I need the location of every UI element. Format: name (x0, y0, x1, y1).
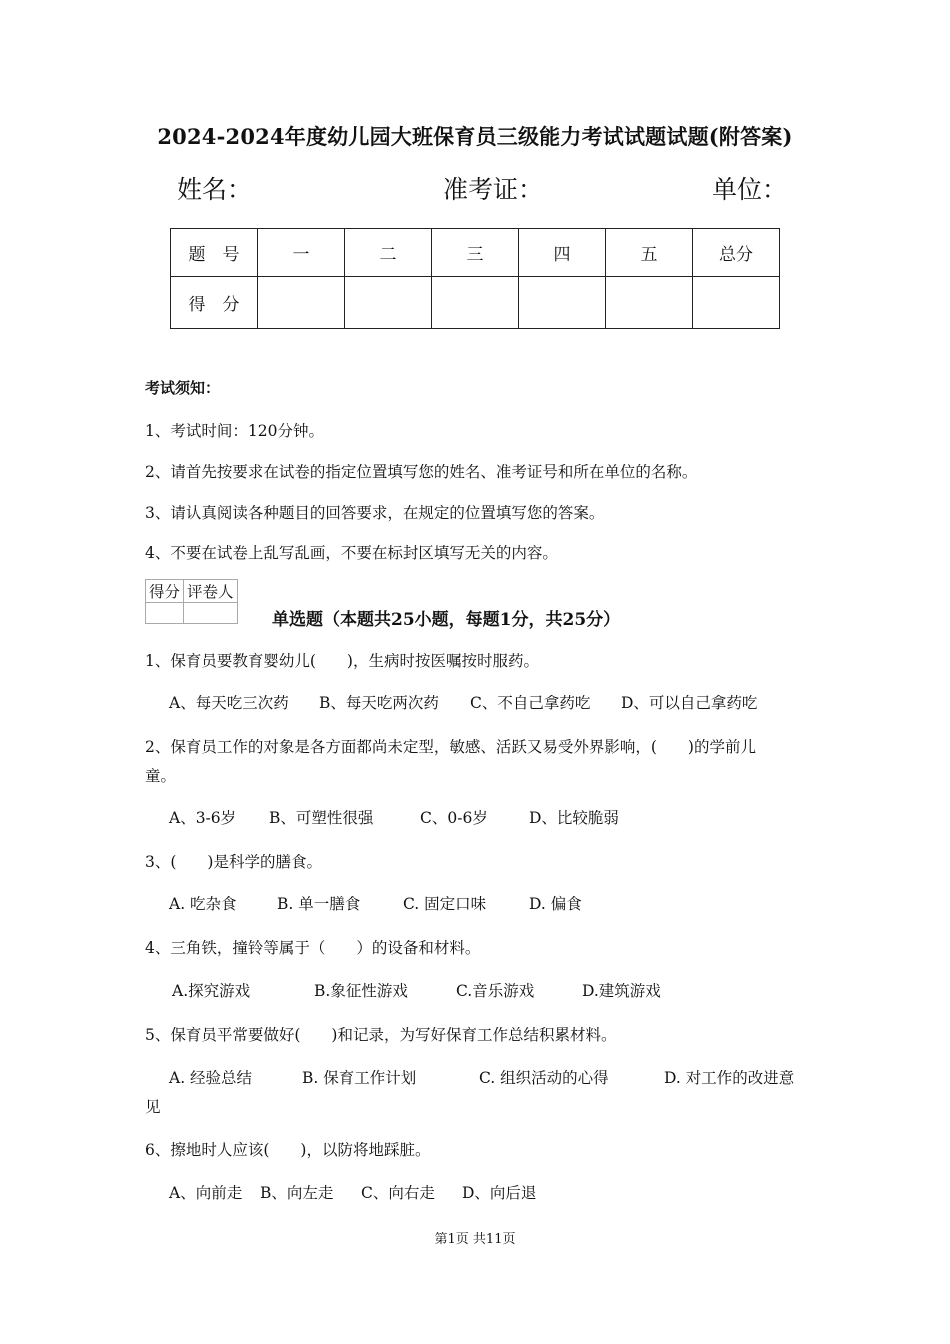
option-a: A. 经验总结 (169, 1069, 253, 1087)
grader-name-label: 评卷人 (184, 580, 238, 603)
score-table (170, 228, 780, 329)
score-table-score-row (171, 277, 780, 329)
unit-label: 单位： (712, 175, 788, 204)
option-d: D. 对工作的改进意 (664, 1069, 795, 1087)
notice-item: 2、请首先按要求在试卷的指定位置填写您的姓名、准考证号和所在单位的名称。 (145, 463, 698, 481)
grader-name-cell[interactable] (184, 603, 238, 624)
option-d: D、向后退 (462, 1184, 537, 1202)
grader-score-label: 得分 (146, 580, 184, 603)
option-continued: 见 (145, 1098, 161, 1116)
option-c: C. 固定口味 (403, 895, 487, 913)
score-table-cell: 总分 (693, 229, 780, 277)
question-stem: 3、( )是科学的膳食。 (145, 853, 322, 871)
option-b: B、向左走 (260, 1184, 334, 1202)
option-a: A、每天吃三次药 (169, 694, 289, 712)
score-table-cell: 题 号 (171, 229, 258, 277)
score-table-cell: 五 (606, 229, 693, 277)
score-input-cell[interactable] (432, 277, 519, 329)
notice-title: 考试须知： (145, 379, 221, 397)
question-stem: 1、保育员要教育婴幼儿( )，生病时按医嘱按时服药。 (145, 652, 539, 670)
question-stem: 4、三角铁，撞铃等属于（ ）的设备和材料。 (145, 939, 481, 957)
option-b: B、每天吃两次药 (319, 694, 439, 712)
score-input-cell[interactable] (519, 277, 606, 329)
notice-item: 4、不要在试卷上乱写乱画，不要在标封区填写无关的内容。 (145, 544, 558, 562)
option-d: D、可以自己拿药吃 (621, 694, 758, 712)
option-b: B. 单一膳食 (277, 895, 361, 913)
question-stem-continued: 童。 (145, 767, 177, 785)
option-b: B.象征性游戏 (314, 982, 408, 1000)
option-c: C.音乐游戏 (456, 982, 535, 1000)
option-d: D.建筑游戏 (582, 982, 661, 1000)
option-d: D. 偏食 (529, 895, 582, 913)
option-b: B、可塑性很强 (269, 809, 374, 827)
option-a: A、3-6岁 (169, 809, 237, 827)
page-footer: 第1页 共11页 (434, 1232, 516, 1247)
option-a: A.探究游戏 (172, 982, 251, 1000)
option-a: A. 吃杂食 (169, 895, 237, 913)
section-title: 单选题（本题共25小题，每题1分，共25分） (272, 610, 621, 630)
score-input-cell[interactable] (693, 277, 780, 329)
score-table-cell: 二 (345, 229, 432, 277)
question-stem: 5、保育员平常要做好( )和记录，为写好保育工作总结积累材料。 (145, 1026, 617, 1044)
grader-box (145, 579, 238, 624)
option-c: C、向右走 (361, 1184, 435, 1202)
score-input-cell[interactable] (606, 277, 693, 329)
score-input-cell[interactable] (345, 277, 432, 329)
notice-item: 3、请认真阅读各种题目的回答要求，在规定的位置填写您的答案。 (145, 504, 605, 522)
option-c: C、0-6岁 (420, 809, 488, 827)
option-d: D、比较脆弱 (529, 809, 619, 827)
score-input-cell[interactable] (258, 277, 345, 329)
score-table-header-row (171, 229, 780, 277)
question-stem: 6、擦地时人应该( )，以防将地踩脏。 (145, 1141, 431, 1159)
score-row-label: 得 分 (171, 277, 258, 329)
score-table-cell: 一 (258, 229, 345, 277)
page-title: 2024-2024年度幼儿园大班保育员三级能力考试试题试题(附答案) (157, 124, 793, 149)
name-label: 姓名： (177, 175, 253, 204)
notice-item: 1、考试时间：120分钟。 (145, 422, 324, 440)
score-table-cell: 四 (519, 229, 606, 277)
grader-score-cell[interactable] (146, 603, 184, 624)
option-c: C. 组织活动的心得 (479, 1069, 609, 1087)
option-b: B. 保育工作计划 (302, 1069, 417, 1087)
question-stem: 2、保育员工作的对象是各方面都尚未定型，敏感、活跃又易受外界影响，( )的学前儿 (145, 738, 756, 756)
option-a: A、向前走 (169, 1184, 243, 1202)
score-table-cell: 三 (432, 229, 519, 277)
option-c: C、不自己拿药吃 (470, 694, 591, 712)
exam-number-label: 准考证： (443, 175, 544, 204)
